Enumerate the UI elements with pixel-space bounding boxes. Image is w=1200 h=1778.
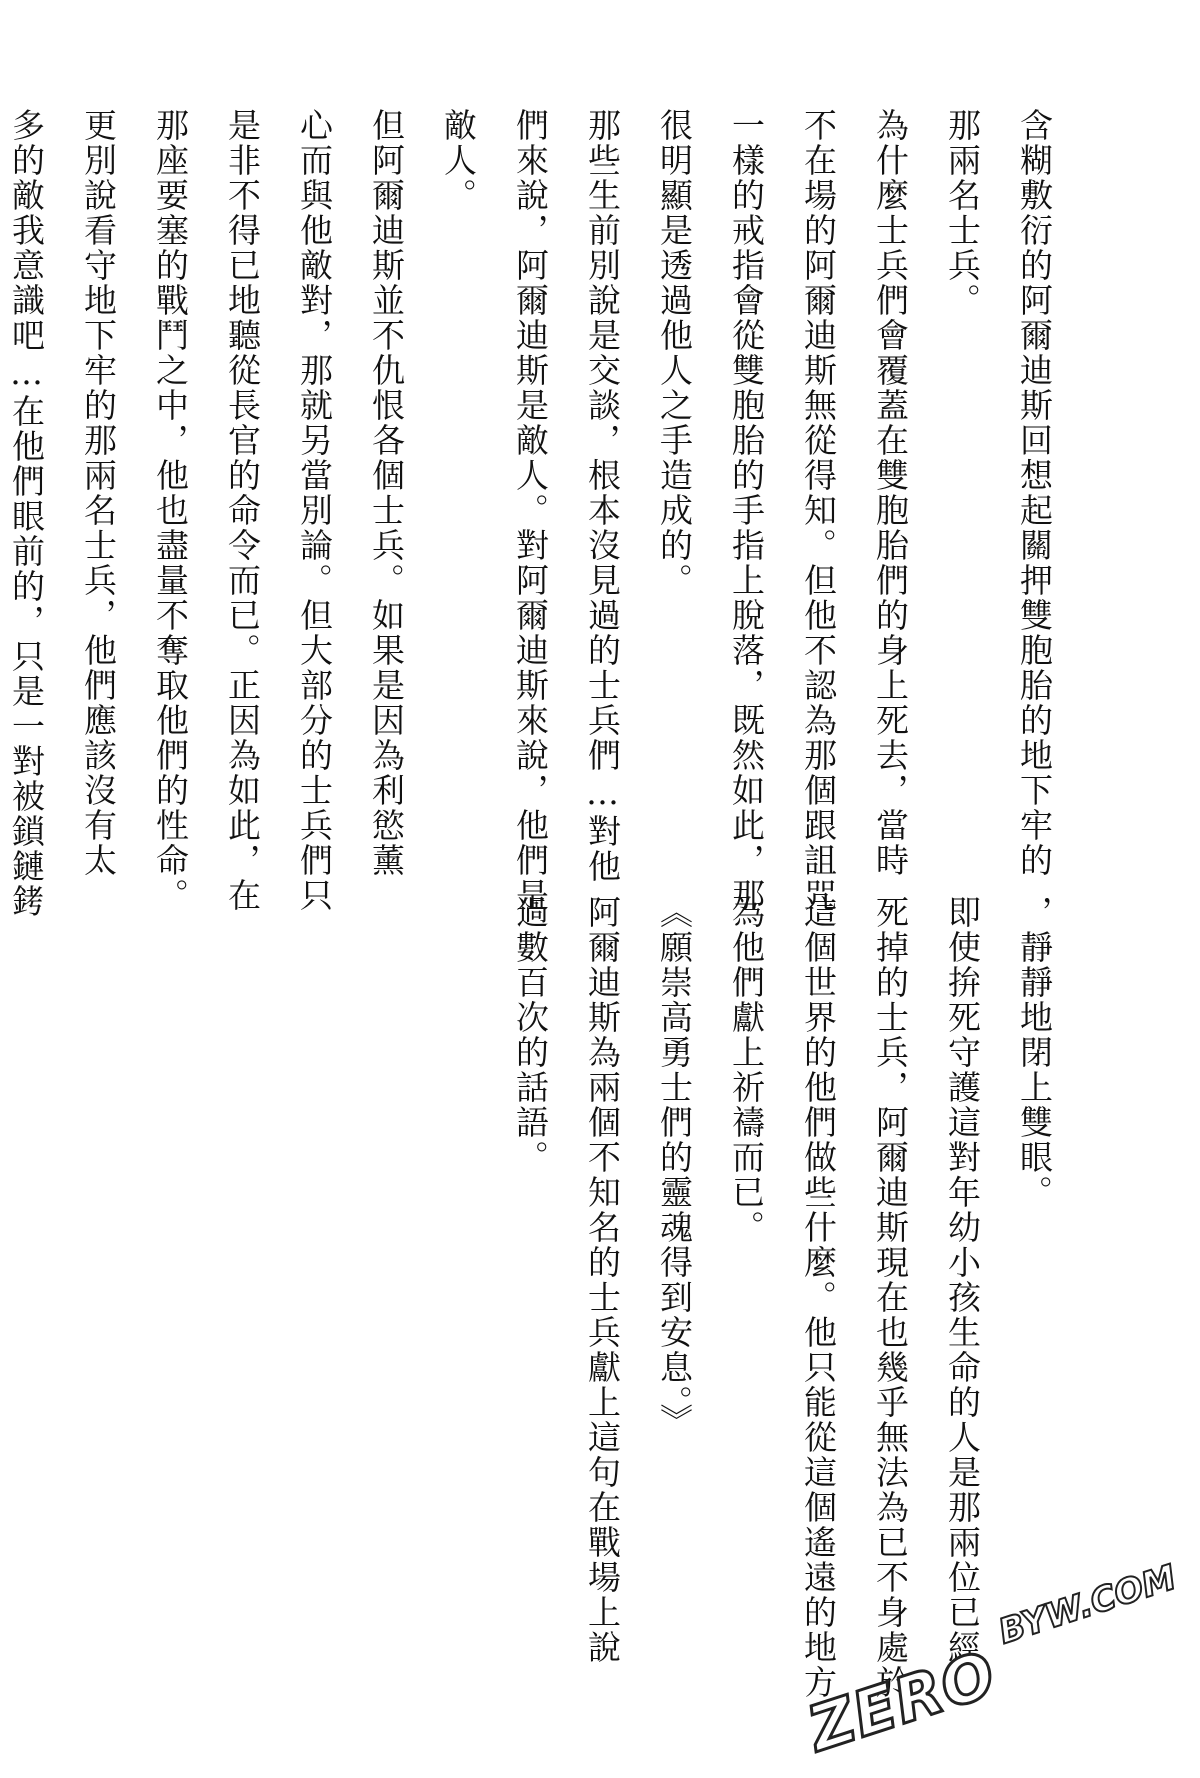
- text-column-block-top: [7, 108, 1070, 919]
- text-line: 多的敵我意識吧…在他們眼前的，只是一對被鎖鏈銬: [7, 108, 46, 919]
- text-line: 那些生前別說是交談，根本沒見過的士兵們…對他: [583, 108, 622, 884]
- text-line: 這個世界的他們做些什麼。他只能從這個遙遠的地方: [799, 895, 838, 1700]
- text-line: 敵人。: [439, 108, 478, 213]
- text-line: 一樣的戒指會從雙胞胎的手指上脫落，既然如此，那: [727, 108, 766, 913]
- watermark-sub-text: BYW.COM: [993, 1557, 1182, 1653]
- text-line: 但阿爾迪斯並不仇恨各個士兵。如果是因為利慾薰: [367, 108, 406, 878]
- text-line: 是非不得已地聽從長官的命令而已。正因為如此，在: [223, 108, 262, 913]
- text-line: 即使拚死守護這對年幼小孩生命的人是那兩位已經: [943, 895, 982, 1665]
- watermark-main-text: ZERO: [799, 1636, 1005, 1766]
- text-line: 為什麼士兵們會覆蓋在雙胞胎們的身上死去，當時: [871, 108, 910, 878]
- text-column-block-bottom: [511, 895, 1070, 1700]
- text-line: 很明顯是透過他人之手造成的。: [655, 108, 694, 598]
- text-line: 心而與他敵對，那就另當別論。但大部分的士兵們只: [295, 108, 334, 913]
- text-line: 《願崇高勇士們的靈魂得到安息。》: [655, 895, 694, 1439]
- text-line: 死掉的士兵，阿爾迪斯現在也幾乎無法為已不身處於: [871, 895, 910, 1700]
- site-watermark: [792, 1556, 1187, 1778]
- text-line: 為他們獻上祈禱而已。: [727, 895, 766, 1245]
- text-line: 阿爾迪斯為兩個不知名的士兵獻上這句在戰場上說: [583, 895, 622, 1665]
- text-line: 不在場的阿爾迪斯無從得知。但他不認為那個跟詛咒: [799, 108, 838, 913]
- text-line: 含糊敷衍的阿爾迪斯回想起關押雙胞胎的地下牢的: [1015, 108, 1054, 878]
- text-line: 們來說，阿爾迪斯是敵人。對阿爾迪斯來說，他們是: [511, 108, 550, 913]
- text-line: 更別說看守地下牢的那兩名士兵，他們應該沒有太: [79, 108, 118, 878]
- text-line: ，靜靜地閉上雙眼。: [1015, 895, 1054, 1210]
- text-line: 那座要塞的戰鬥之中，他也盡量不奪取他們的性命。: [151, 108, 190, 913]
- text-line: 那兩名士兵。: [943, 108, 982, 318]
- text-line: 過數百次的話語。: [511, 895, 550, 1175]
